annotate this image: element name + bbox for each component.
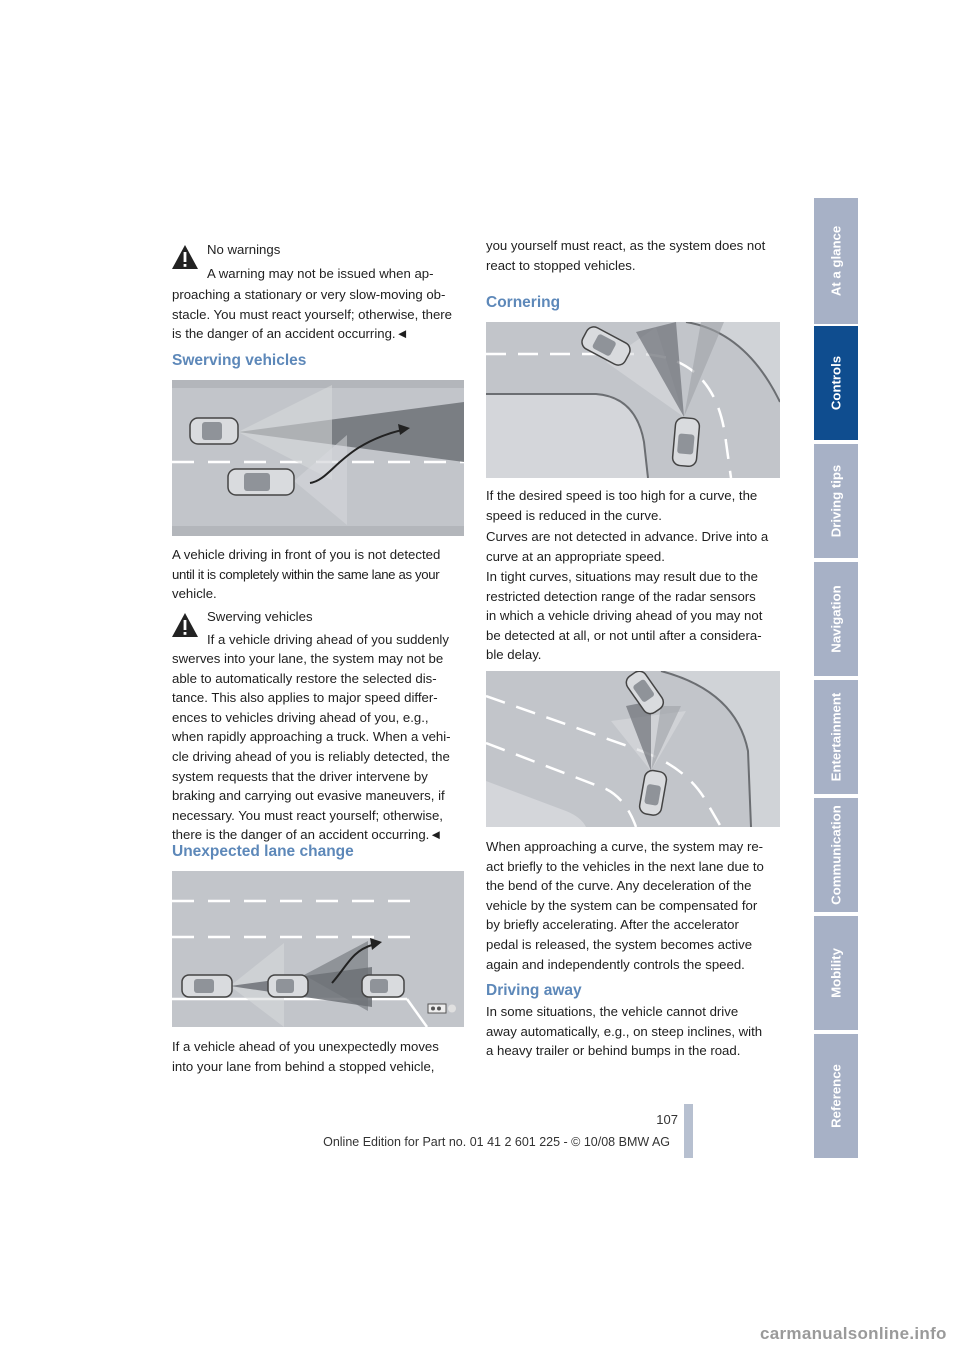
- figure-unexpected-lane-change: [172, 871, 464, 1027]
- warning-triangle-icon: [171, 244, 199, 270]
- tab-controls[interactable]: Controls: [814, 326, 858, 440]
- tab-communication[interactable]: Communication: [814, 798, 858, 912]
- tab-reference[interactable]: Reference: [814, 1034, 858, 1158]
- warning-triangle-icon: [171, 612, 199, 638]
- tab-at-a-glance[interactable]: At a glance: [814, 198, 858, 324]
- heading-driving-away: Driving away: [486, 982, 582, 999]
- tab-driving-tips[interactable]: Driving tips: [814, 444, 858, 558]
- tab-mobility[interactable]: Mobility: [814, 916, 858, 1030]
- figure-cornering-2: [486, 671, 780, 827]
- heading-unexpected-lane-change: Unexpected lane change: [172, 843, 354, 860]
- paragraph-cornering-1: If the desired speed is too high for a curve, the speed is reduced in the curve.: [486, 488, 758, 523]
- page-number-bar: [684, 1104, 693, 1158]
- heading-swerving-vehicles: Swerving vehicles: [172, 352, 307, 369]
- tab-entertainment[interactable]: Entertainment: [814, 680, 858, 794]
- warning-text-no-warnings: proaching a stationary or very slow-moving ob- stacle. You must react yourself; otherwise, there is the danger of an accident occurring.◄: [172, 287, 453, 342]
- figure-swerving-vehicles: [172, 380, 464, 536]
- paragraph-intro-right: you yourself must react, as the system does not react to stopped vehicles.: [486, 238, 766, 273]
- paragraph-swerving-vehicles: A vehicle driving in front of you is not detected until it is completely within the same lane as your vehicle.: [172, 547, 441, 602]
- paragraph-cornering-4: When approaching a curve, the system may re- act briefly to the vehicles in the next lane due to the bend of the curve. Any deceleration of the vehicle by the system can be compensated for by briefly accelerating. After the accelerator pedal is released, the system becomes active again and independently controls the speed.: [486, 839, 764, 972]
- paragraph-cornering-3: In tight curves, situations may result due to the restricted detection range of the radar sensors in which a vehicle driving ahead of you may not be detected at all, or not until after a considera- ble delay.: [486, 569, 763, 663]
- warning-title-no-warnings: No warnings: [207, 242, 281, 257]
- footer-edition: Online Edition for Part no. 01 41 2 601 225 - © 10/08 BMW AG: [323, 1135, 670, 1149]
- watermark: carmanualsonline.info: [760, 1324, 947, 1343]
- paragraph-cornering-2: Curves are not detected in advance. Drive into a curve at an appropriate speed.: [486, 529, 769, 564]
- warning-title-swerving-vehicles: Swerving vehicles: [207, 609, 313, 624]
- paragraph-driving-away: In some situations, the vehicle cannot drive away automatically, e.g., on steep inclines, with a heavy trailer or behind bumps in the road.: [486, 1004, 763, 1059]
- warning-line: If a vehicle driving ahead of you suddenly: [207, 632, 449, 647]
- tab-navigation[interactable]: Navigation: [814, 562, 858, 676]
- paragraph-unexpected-lane-change: If a vehicle ahead of you unexpectedly moves into your lane from behind a stopped vehicle,: [172, 1039, 439, 1074]
- warning-line: A warning may not be issued when ap-: [207, 266, 434, 281]
- figure-cornering-1: [486, 322, 780, 478]
- heading-cornering: Cornering: [486, 294, 561, 311]
- warning-text-swerving-vehicles: swerves into your lane, the system may not be able to automatically restore the selected dis- tance. This also applies to major speed differ- ences to vehicles driving ahead of you, e.g., when rapidly approaching a truck. When a vehi- cle driving ahead of you is reliably detected, the system requests that the driver intervene by braking and carrying out evasive maneuvers, if necessary. You must react yourself; otherwise, there is the danger of an accident occurring.◄: [172, 651, 451, 843]
- page-number: 107: [656, 1112, 678, 1127]
